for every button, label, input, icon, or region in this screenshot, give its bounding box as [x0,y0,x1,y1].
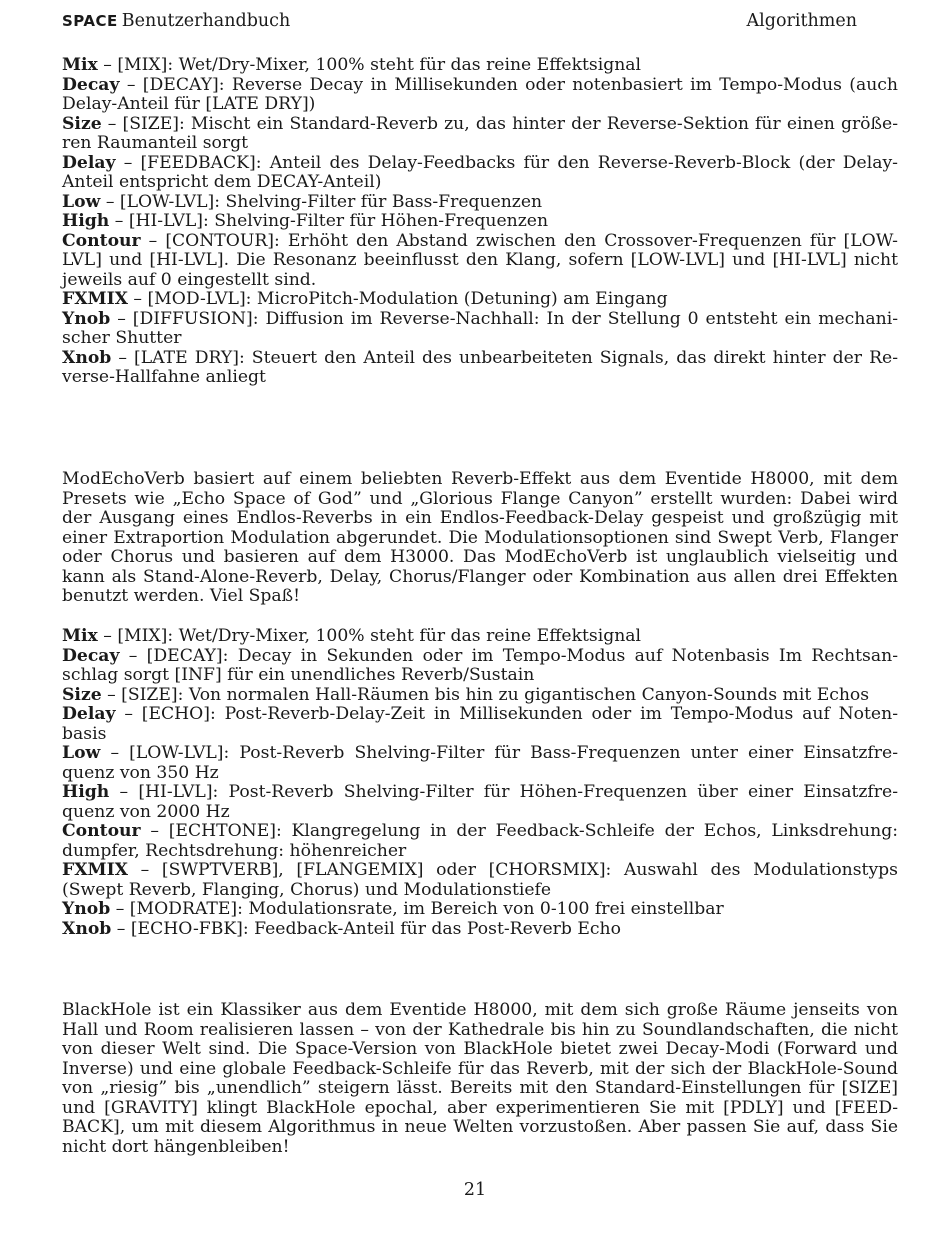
parameter-description: – [ECHO-FBK]: Feedback-Anteil für das Post-Reverb Echo [111,918,621,939]
parameter-description: – [DECAY]: Reverse Decay in Millisekunden oder notenbasiert im Tempo-Modus (auch Delay-Anteil für [LATE DRY]) [62,74,898,114]
parameter-description: – [HI-LVL]: Shelving-Filter für Höhen-Frequenzen [109,211,549,231]
parameter-label: Ynob [62,308,111,329]
parameter-entry [62,822,898,861]
parameter-entry [62,900,898,920]
parameter-description: – [SIZE]: Von normalen Hall-Räumen bis hin zu gigantischen Canyon-Sounds mit Echos [101,684,870,705]
parameter-entry [62,76,898,115]
parameter-description: – [MIX]: Wet/Dry-Mixer, 100% steht für das reine Effektsignal [97,55,642,75]
parameter-entry [62,744,898,783]
parameter-entry [62,290,898,310]
page-number: 21 [463,1180,487,1200]
section-title: Algorithmen [746,11,857,31]
parameter-entry [62,310,898,349]
parameter-label: FXMIX [62,289,128,309]
parameter-description: – [HI-LVL]: Post-Reverb Shelving-Filter für Höhen-Frequenzen über einer Einsatzfrequenz von 2000 Hz [62,782,898,822]
parameter-entry [62,705,898,744]
parameter-label: Low [62,191,101,212]
parameter-label: Contour [62,230,141,251]
parameter-description: – [LOW-LVL]: Shelving-Filter für Bass-Frequenzen [100,191,543,212]
parameter-description: – [LATE DRY]: Steuert den Anteil des unbearbeiteten Signals, das direkt hinter der Reverse-Hallfahne anliegt [62,347,898,387]
modechoverb-intro: ModEchoVerb basiert auf einem beliebten Reverb-Effekt aus dem Eventide H8000, mit dem Presets wie „Echo Space of God” und „Glorious Flange Canyon” erstellt wurden: Dabei wird der Ausgang eines Endlos-Reverbs in ein Endlos-Feedback-Delay gespeist und großzügig mit einer Extraportion Modulation abgerundet. Die Modulationsoptionen sind Swept Verb, Flanger oder Chorus und basieren auf dem H3000. Das ModEchoVerb ist unglaublich vielseitig und kann als Stand-Alone-Reverb, Delay, Chorus/Flanger oder Kombination aus allen drei Effekten benutzt werden. Viel Spaß! [62,469,898,606]
parameter-description: – [ECHO]: Post-Reverb-Delay-Zeit in Millisekunden oder im Tempo-Modus auf Notenbasis [62,704,898,744]
parameter-description: – [DIFFUSION]: Diffusion im Reverse-Nachhall: In der Stellung 0 entsteht ein mechanischer Shutter [62,308,898,348]
parameter-label: Size [62,113,102,134]
parameter-label: Ynob [62,899,111,919]
parameter-label: Low [62,743,101,763]
space-logo: SPACE [62,12,118,30]
parameter-entry [62,212,898,232]
parameter-label: Delay [62,704,116,724]
parameter-label: Delay [62,152,116,173]
parameter-label: Xnob [62,347,112,368]
parameter-label: Contour [62,821,141,841]
parameter-description: – [MODRATE]: Modulationsrate, im Bereich von 0-100 frei einstellbar [110,899,724,919]
blackhole-intro: BlackHole ist ein Klassiker aus dem Eventide H8000, mit dem sich große Räume jenseits von Hall und Room realisieren lassen – von der Kathedrale bis hin zu Soundlandschaften, die nicht von dieser Welt sind. Die Space-Version von BlackHole bietet zwei Decay-Modi (Forward und Inverse) und eine globale Feedback-Schleife für das Reverb, mit der sich der BlackHole-Sound von „riesig” bis „unendlich” steigern lässt. Bereits mit den Standard-Einstellungen für [SIZE] und [GRAVITY] klingt BlackHole epochal, aber experimentieren Sie mit [PDLY] und [FEEDBACK], um mit diesem Algorithmus in neue Welten vorzustoßen. Aber passen Sie auf, dass Sie nicht dort hängenbleiben! [62,1000,898,1157]
parameter-entry [62,861,898,900]
parameter-description: – [FEEDBACK]: Anteil des Delay-Feedbacks für den Reverse-Reverb-Block (der Delay-Anteil entspricht dem DECAY-Anteil) [62,152,898,192]
parameter-entry [62,349,898,388]
parameter-label: Size [62,684,102,705]
parameter-description: – [CONTOUR]: Erhöht den Abstand zwischen den Crossover-Frequenzen für [LOW-LVL] und [HI-LVL]. Die Resonanz beeinflusst den Klang, sofern [LOW-LVL] und [HI-LVL] nicht jeweils auf 0 eingestellt sind. [62,230,898,290]
parameter-label: High [62,782,110,802]
parameter-description: – [ECHTONE]: Klangregelung in der Feedback-Schleife der Echos, Linksdrehung: dumpfer, Rechtsdrehung: höhenreicher [62,821,898,861]
parameter-label: Xnob [62,918,112,939]
parameter-description: – [SWPTVERB], [FLANGEMIX] oder [CHORSMIX]: Auswahl des Modulationstyps (Swept Reverb, Flanging, Chorus) und Modulationstiefe [62,860,898,900]
modechoverb-description [62,470,898,607]
parameter-entry [62,783,898,822]
parameter-entry [62,193,898,213]
manual-title: Benutzerhandbuch [121,11,291,31]
parameter-entry [62,232,898,291]
parameter-label: Decay [62,74,120,95]
parameter-label: Decay [62,645,120,666]
parameter-description: – [SIZE]: Mischt ein Standard-Reverb zu, das hinter der Reverse-Sektion für einen größeren Raumanteil sorgt [62,113,898,153]
parameter-description: – [MOD-LVL]: MicroPitch-Modulation (Detuning) am Eingang [127,289,668,309]
parameter-entry [62,154,898,193]
parameter-entry [62,627,898,647]
parameter-description: – [DECAY]: Decay in Sekunden oder im Tempo-Modus auf Notenbasis Im Rechtsanschlag sorgt [INF] für ein unendliches Reverb/Sustain [62,645,898,685]
parameter-label: High [62,211,110,231]
parameter-description: – [LOW-LVL]: Post-Reverb Shelving-Filter für Bass-Frequenzen unter einer Einsatzfrequenz von 350 Hz [62,743,898,783]
parameter-entry [62,56,898,76]
parameter-entry [62,686,898,706]
page-header [62,11,857,33]
parameter-label: Mix [62,55,98,75]
parameter-description: – [MIX]: Wet/Dry-Mixer, 100% steht für das reine Effektsignal [97,626,642,646]
header-brand [62,11,290,31]
parameter-label: FXMIX [62,860,128,880]
parameter-entry [62,920,898,940]
parameter-entry [62,115,898,154]
parameter-list-modechoverb [62,627,898,939]
parameter-list-reverse [62,56,898,388]
blackhole-description [62,1001,898,1157]
parameter-entry [62,647,898,686]
parameter-label: Mix [62,626,98,646]
